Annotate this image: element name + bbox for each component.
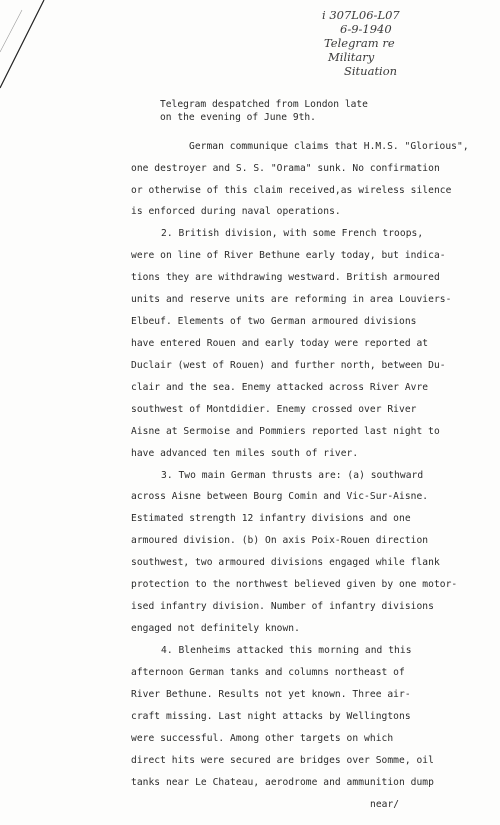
text-line: 4. Blenheims attacked this morning and this xyxy=(161,645,412,656)
text-line: Elbeuf. Elements of two German armoured divisions xyxy=(131,316,417,327)
text-line: clair and the sea. Enemy attacked across River Avre xyxy=(131,382,429,393)
text-line: across Aisne between Bourg Comin and Vic-Sur-Aisne. xyxy=(131,491,429,502)
text-line: southwest of Montdidier. Enemy crossed over River xyxy=(131,404,417,415)
text-line: ised infantry division. Number of infantry divisions xyxy=(131,601,434,612)
heading-line: Telegram despatched from London late xyxy=(160,99,368,110)
handwritten-line: Military xyxy=(328,50,375,64)
text-line: were successful. Among other targets on which xyxy=(131,733,394,744)
text-line: craft missing. Last night attacks by Wellingtons xyxy=(131,711,411,722)
heading-line: on the evening of June 9th. xyxy=(160,112,316,123)
text-line: have entered Rouen and early today were reported at xyxy=(131,338,429,349)
text-line: German communique claims that H.M.S. "Glorious", xyxy=(189,141,469,152)
text-line: Aisne at Sermoise and Pommiers reported last night to xyxy=(131,426,440,437)
text-line: units and reserve units are reforming in area Louviers- xyxy=(131,294,452,305)
text-line: engaged not definitely known. xyxy=(131,623,300,634)
text-line: is enforced during naval operations. xyxy=(131,206,341,217)
text-line: were on line of River Bethune early today, but indica- xyxy=(131,250,446,261)
text-line: Estimated strength 12 infantry divisions and one xyxy=(131,513,411,524)
text-line: afternoon German tanks and columns northeast of xyxy=(131,667,405,678)
text-line: southwest, two armoured divisions engaged while flank xyxy=(131,557,440,568)
handwritten-line: Situation xyxy=(344,64,398,78)
catchword-continuation: near/ xyxy=(370,799,400,810)
text-line: armoured division. (b) On axis Poix-Rouen direction xyxy=(131,535,429,546)
handwritten-line: i 307L06-L07 xyxy=(322,8,400,22)
text-line: 2. British division, with some French troops, xyxy=(161,228,424,239)
handwritten-line: Telegram re xyxy=(324,36,395,50)
handwritten-line: 6-9-1940 xyxy=(340,22,392,36)
text-line: direct hits were secured are bridges over Somme, oil xyxy=(131,755,434,766)
text-line: have advanced ten miles south of river. xyxy=(131,448,359,459)
handwritten-annotation xyxy=(318,8,488,78)
text-line: protection to the northwest believed given by one motor- xyxy=(131,579,458,590)
text-line: River Bethune. Results not yet known. Three air- xyxy=(131,689,411,700)
telegram-heading xyxy=(160,98,368,124)
text-line: tions they are withdrawing westward. British armoured xyxy=(131,272,440,283)
text-line: or otherwise of this claim received,as wireless silence xyxy=(131,185,452,196)
page-corner-fold-mark xyxy=(0,0,50,90)
text-line: 3. Two main German thrusts are: (a) southward xyxy=(161,470,424,481)
text-line: Duclair (west of Rouen) and further north, between Du- xyxy=(131,360,446,371)
text-line: one destroyer and S. S. "Orama" sunk. No confirmation xyxy=(131,163,440,174)
text-line: tanks near Le Chateau, aerodrome and ammunition dump xyxy=(131,777,434,788)
